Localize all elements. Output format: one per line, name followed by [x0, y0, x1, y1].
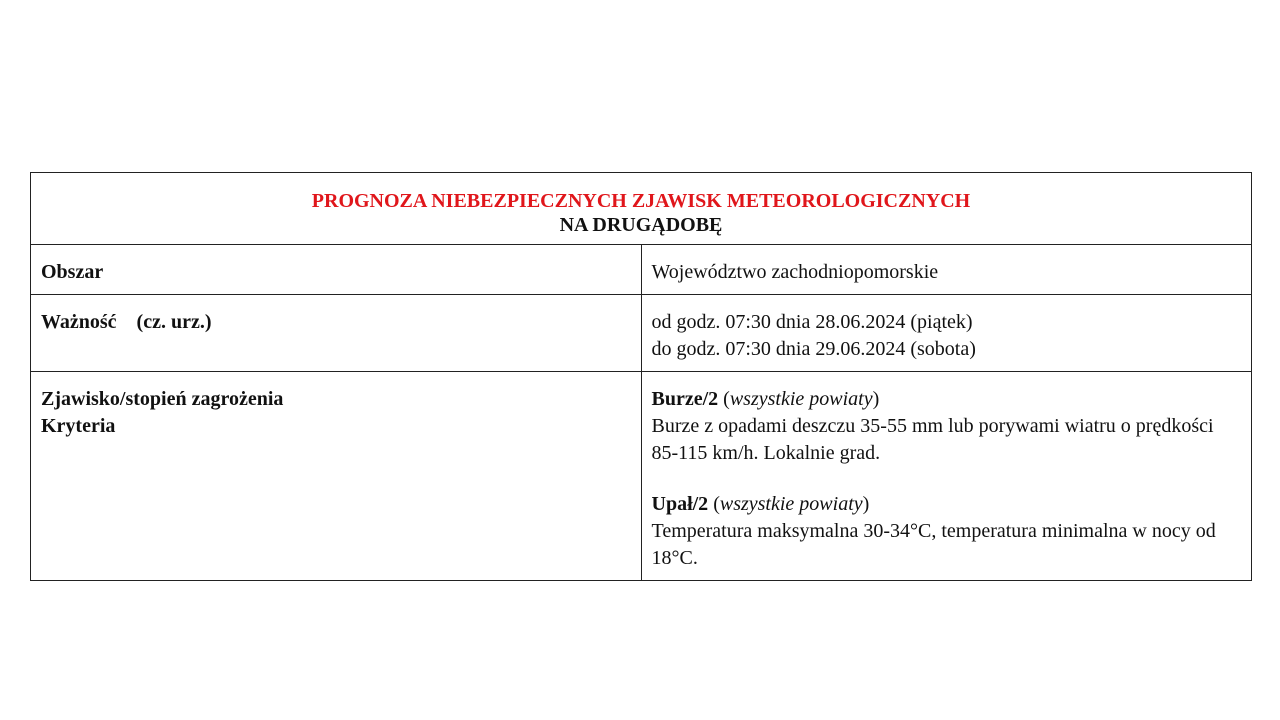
forecast-table: [30, 172, 1252, 581]
validity-to: do godz. 07:30 dnia 29.06.2024 (sobota): [651, 338, 976, 360]
phenomenon-name: Burze/2: [651, 388, 719, 410]
criteria-value: [641, 372, 1252, 581]
area-value: Województwo zachodniopomorskie: [641, 245, 1252, 295]
phenomenon-scope: wszystkie powiaty: [729, 388, 873, 410]
area-row: [31, 245, 1252, 295]
validity-row: [31, 295, 1252, 372]
phenomenon-scope: wszystkie powiaty: [719, 493, 863, 515]
header-row: [31, 173, 1252, 245]
validity-label-cell: [31, 295, 642, 372]
phenomenon-description: Burze z opadami deszczu 35-55 mm lub porywami wiatru o prędkości 85-115 km/h. Lokalnie grad.: [651, 415, 1224, 464]
criteria-label-cell: [31, 372, 642, 581]
phenomenon-block-heat: [652, 491, 1242, 572]
criteria-row: [31, 372, 1252, 581]
phenomenon-scope-open: (: [718, 388, 730, 410]
forecast-subtitle: NA DRUGĄDOBĘ: [559, 214, 723, 236]
validity-from: od godz. 07:30 dnia 28.06.2024 (piątek): [651, 311, 973, 333]
criteria-label: Kryteria: [41, 415, 116, 437]
phenomenon-block-storms: [652, 386, 1242, 467]
phenomenon-scope-open: (: [708, 493, 720, 515]
phenomenon-label: Zjawisko/stopień zagrożenia: [41, 388, 284, 410]
spacer: [652, 467, 1242, 491]
validity-label: Ważność (cz. urz.): [41, 311, 212, 333]
phenomenon-description: Temperatura maksymalna 30-34°C, temperatura minimalna w nocy od 18°C.: [651, 520, 1216, 569]
area-label: Obszar: [31, 245, 642, 295]
forecast-title: PROGNOZA NIEBEZPIECZNYCH ZJAWISK METEOROLOGICZNYCH: [311, 190, 971, 212]
phenomenon-name: Upał/2: [651, 493, 709, 515]
phenomenon-scope-close: ): [862, 493, 870, 515]
phenomenon-scope-close: ): [872, 388, 880, 410]
validity-value: [641, 295, 1252, 372]
table-header: [31, 173, 1252, 245]
